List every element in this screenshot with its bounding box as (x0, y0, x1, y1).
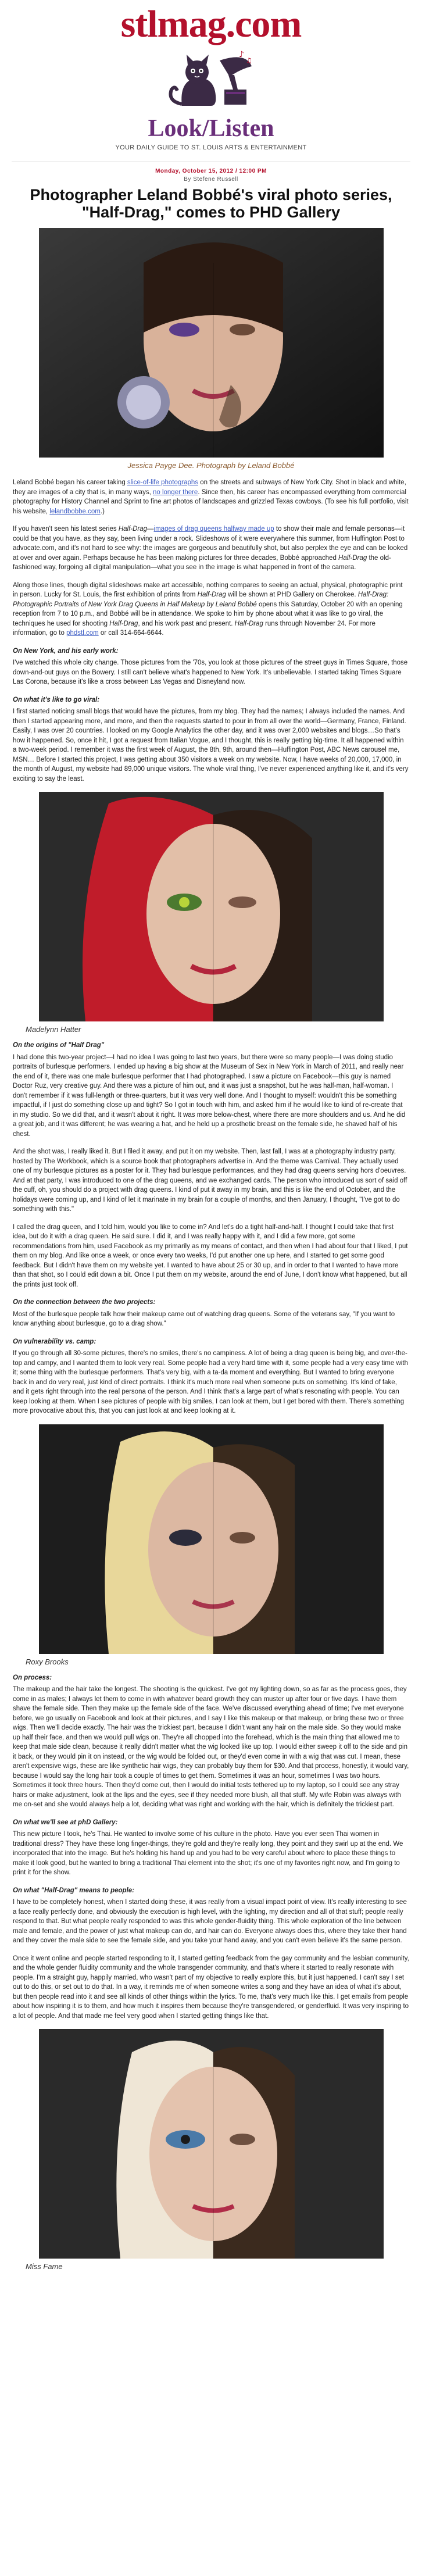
answer-meaning-1: I have to be completely honest, when I started doing these, it was really from a visual impact point of view. It's really interesting to see a face really perfectly done, and obviously the execution is high level, with the lighting, my direction and all of that stuff; people really respond to that. But what people really responded to was this whole gender-fluidity thing. This whole exploration of the line between male and female, and the power of just what makeup can do, and hair can do. Everyone always does this, where they take their hand and they cover the male side to see the female side, and you take your hand away, and you can't even believe it's the same person. (13, 1899, 407, 1944)
link-phdstl[interactable]: phdstl.com (66, 630, 99, 637)
question-going-viral: On what it's like to go viral: (13, 696, 100, 703)
photo-madelynn-hatter (39, 792, 384, 1021)
paragraph-half-drag: If you haven't seen his latest series Half-Drag—images of drag queens halfway made up to show their male and female personas—it could be that you have, as they say, been living under a rock. Slideshows of it were everywhere this summer, from Huffington Post to advocate.com, and it's not hard to see why: the images are gorgeous and beautifully shot, but also perplex the eye and can be looked at over and over again. Perhaps because he has been making pictures for three decades, Bobbé approached Half-Drag the old-fashioned way, forgoing all digital manipulation—what you see in the image is what happened in front of the camera. (13, 526, 408, 571)
answer-process: The makeup and the hair take the longest. The shooting is the quickest. I've got my lighting down, so as far as the process goes, they come in as males; I always let them to come in with whatever beard growth they can muster up after four or five days. I have them shave the female side. Then they make up the female side of the face. We've discussed everything ahead of time; I've met everyone before, we go usually on Facebook and look at their pictures, and I say I like this makeup or that makeup, or bring these two or three wigs. Then we'll decide exactly. The hair was the trickiest part, because I didn't want any hair on the male side. So they would make up half their face, and then we would pull wigs on. They're all chopped into the forehead, which is the main thing that allowed me to keep that male side clean, because it really didn't matter what the wig looked like up top. I would either sweep it off to the side and pin it back, or they would pin it on instead, or the wig would be folded out, or they'd even come in with a wig that was cut. I mean, these aren't expensive wigs, these are like synthetic hair wigs, they can probably buy them for $30. And that process, honestly, it would vary, because I would say the long hair took a couple of times to get them. Sometimes it was an hour, sometimes I was two hours. Sometimes it took three hours. Then they'd come out, then I would do initial tests tethered up to my laptop, so I could see any stray hairs or make adjustment, look at the lips and the eyes, see if they needed more blush, all that stuff. My wife Robin was always with me on-set and she would always help a lot, deciding what was right and working with the hair, which is definitely the trickiest part. (13, 1686, 409, 1808)
answer-vulnerability: If you go through all 30-some pictures, there's no smiles, there's no campiness. A lot of being a drag queen is being big, and over-the-top and campy, and I wanted them to look very real. Some people had a very hard time with it, some people had a very easy time with it; some thing with the burlesque performers. That's very big, with a ta-da moment and everything. But I wanted to bring everyone back in and do very real, just kind of direct portraits. I think it's much more real when someone puts on something. It's kind of fake, and it gets right through into the real persona of the person. And I think that's a large part of what's resonating with people. You can keep looking at them. When I see pictures of people with big smiles, I can look at them, but I get bored with them. There's something more provocative about this, that you can just look at and keep looking at it. (13, 1350, 408, 1414)
portrait-image-1 (39, 228, 384, 458)
portrait-image-3 (39, 1424, 384, 1654)
question-vulnerability: On vulnerability vs. camp: (13, 1338, 96, 1345)
question-meaning: On what "Half-Drag" means to people: (13, 1887, 134, 1894)
article-date: Monday, October 15, 2012 / 12:00 PM (155, 168, 267, 174)
caption-figure-1: Jessica Payge Dee. Photograph by Leland Bobbé (127, 461, 295, 470)
cat-with-gramophone-icon (164, 49, 258, 113)
answer-going-viral: I first started noticing small blogs that would have the pictures, from my blog. They had the names; I always included the names. And then I started appearing more, and more, and then the requests started to pour in from all over the world—Germany, France, Finland. Easily, I was over 20 countries. I looked on my Google Analytics the other day, and it was over 2,000 websites and blogs…So that's how it happened. So, once it hit, I got a request from Italian Vogue, and I thought, this is really getting big-time. It all happened within a two-week period. I remember it was the first week of August, the 8th, 9th, around then—Huffington Post, ABC News carousel me, MSN… Before I started this project, I was getting about 350 visitors a week on my website. Now, I have weeks of 20,000, 17,000, in the month of August, my website had 89,000 unique visitors. The whole viral thing, I've never experienced anything like it, and it's very exciting to say the least. (13, 708, 409, 783)
answer-meaning-2: Once it went online and people started responding to it, I started getting feedback from the gay community and the lesbian community, and the whole gender fluidity community and the whole transgender community, and that's where it started to really resonate with people. I'm a straight guy, happily married, who wasn't part of my objective to really explore this, but it just happened. I can't say I set out to do this, or set out to do that. In a way, it reminds me of when someone writes a song and they have an idea of what it's about, but then people read into it and see all kinds of other things within the lyrics. To me, that's very much like this. I get emails from people about how inspiring it is to them, and how much it inspires them because they're transgendered, or genderfluid. It was very inspiring to a lot of people. And that made me feel very good when I started getting things like that. (13, 1955, 409, 2020)
answer-origins-3: I called the drag queen, and I told him, would you like to come in? And let's do a tight half-and-half. I thought I could take that first idea, but do it with a drag queen. He said sure. I did it, and I was really happy with it, and I did a few more, got some recommendations from him, used Facebook as my primarily as my means of contact, and then when I had about four that I liked, I put them on my blog. And like once a week, or once every two weeks, I'd put another one up here, and I started to get some good feedback. But I didn't have them on my website yet. I wanted to have about 25 or 30 up, and in order to that I wanted to have more than that shot, so I could edit down a bit. Once I put them on my website, around the end of June, I don't know what happened, but all the prints just took off. (13, 1223, 408, 1288)
paragraph-exhibition: Along those lines, though digital slideshows make art accessible, nothing compares to seeing an actual, physical, photographic print in person. Lucky for St. Louis, the first exhibition of prints from Half-Drag will be shown at PHD Gallery on Cherokee. Half-Drag: Photographic Portraits of New York Drag Queens in Half Makeup by Leland Bobbé opens this Saturday, October 20 with an opening reception from 7 to 10 p.m., and Bobbé will be in attendance. We spoke to him by phone about what it was like to go viral, the techniques he used for shooting Half-Drag, and his work past and present. Half-Drag runs through November 24. For more information, go to phdstl.com or call 314-664-6644. (13, 581, 403, 637)
question-phd-gallery: On what we'll see at phD Gallery: (13, 1818, 118, 1826)
article-headline: Photographer Leland Bobbé's viral photo series, "Half-Drag," comes to PHD Gallery (30, 186, 392, 221)
link-slice-of-life[interactable]: slice-of-life photographs (127, 479, 199, 486)
link-lelandbobbe[interactable]: lelandbobbe.com (49, 508, 101, 515)
section-title[interactable]: Look/Listen (148, 115, 274, 142)
portrait-image-4 (39, 2029, 384, 2259)
answer-phd-gallery: This new picture I took, he's Thai. He wanted to involve some of his culture in the photo. Have you ever seen Thai women in traditional dress? They have these long finger-things, they're gold and they're really long, they point and they swirl up at the end. We incorporated that into the image. But he's holding his hand up and you had to be very careful about where to place these things to make it look good, but he wanted to bring a traditional Thai element into the shot; it's one of my favorites right now, and I'm going to print it for the show. (13, 1831, 403, 1876)
photo-miss-fame (39, 2029, 384, 2259)
answer-connection: Most of the burlesque people talk how their makeup came out of watching drag queens. Some of the veterans say, "If you want to know anything about burlesque, go to a drag show." (13, 1310, 395, 1327)
article-byline: By Stefene Russell (184, 176, 238, 183)
paragraph-intro: Leland Bobbé began his career taking slice-of-life photographs on the streets and subways of New York City. Shot in black and white, they are images of a city that is, in many ways, no longer there. Since then, his career has encompassed everything from commercial photography for History Channel and Sprint to fine art photos of landscapes and grizzled Texas cowboys. (To see his full portfolio, visit his website, lelandbobbe.com.) (13, 479, 409, 515)
footer-space (0, 2278, 422, 2292)
question-new-york: On New York, and his early work: (13, 647, 119, 655)
site-logo[interactable]: stlmag.com (120, 3, 302, 45)
answer-origins-1: I had done this two-year project—I had no idea I was going to last two years, but there were so many people—I was doing studio portraits of burlesque performers. I ended up having a big show at the Museum of Sex in New York in March of 2011, and really near the end of it, there was one male burlesque performer that I had photographed. I saw a picture on Facebook—this guy is named Doctor Ruz, very creative guy. And there was a picture of him out, and it was just a snapshot, but he was half-man, half-woman. I don't remember if it was full-length or three-quarters, but it was very well done. And I thought to myself: wouldn't this be something impactful, if I just do something close up and tight? So I got in touch with him, and asked him if he would like to kind of re-create that in my studio. So we did that, and it wasn't about it right. It was more below-chest, where there are more shoulders and us. And he did a great job, and it was different; he was wearing a hat, and he held up a prosthetic breast on the female side, he shaved half of his chest. (13, 1053, 406, 1138)
link-no-longer-there[interactable]: no longer there (152, 488, 198, 496)
site-tagline: YOUR DAILY GUIDE TO ST. LOUIS ARTS & ENTERTAINMENT (115, 144, 307, 151)
svg-text:♫: ♫ (246, 56, 252, 65)
question-process: On process: (13, 1674, 52, 1681)
article-body-3 (0, 1673, 422, 2021)
question-origins: On the origins of "Half Drag" (13, 1042, 105, 1049)
caption-figure-3: Roxy Brooks (26, 1657, 69, 1666)
photo-roxy-brooks (39, 1424, 384, 1654)
caption-figure-4: Miss Fame (26, 2262, 63, 2271)
answer-origins-2: And the shot was, I really liked it. But I filed it away, and put it on my website. Then, last fall, I was at a photography industry party, hosted by The Workbook, which is a source book that photographers advertise in. And the theme was Carnival. They actually used one of my burlesque pictures as a poster for it. They had burlesque performances, and they had drag queens serving hors d'oeuvres. And at that party, I was introduced to one of the drag queens, and we exchanged cards. The person who introduced us sort of said off the cuff, oh, you should do a project with drag queens. I kind of put it away in my brain, and this is like the end of October, and the holidays were coming up, and I kind of let it marinate in my brain for a couple of months, and then January, I thought, "I've got to do something with this." (13, 1148, 407, 1213)
portrait-image-2 (39, 792, 384, 1021)
article-body (0, 478, 422, 784)
article-body-2 (0, 1041, 422, 1416)
caption-figure-2: Madelynn Hatter (26, 1025, 81, 1034)
photo-jessica-payge-dee (39, 228, 384, 458)
link-half-drag-images[interactable]: images of drag queens halfway made up (153, 526, 274, 533)
svg-text:♪: ♪ (239, 50, 244, 59)
question-connection: On the connection between the two projects: (13, 1299, 156, 1306)
answer-new-york: I've watched this whole city change. Those pictures from the '70s, you look at those pictures of the street guys in Times Square, those down-and-out guys on the Bowery. I still can't believe what's happened to New York. It's unbelievable. I started taking Times Square Las Corona, because it's like a cross between Las Vegas and Disneyland now. (13, 659, 408, 685)
site-header (0, 0, 422, 151)
